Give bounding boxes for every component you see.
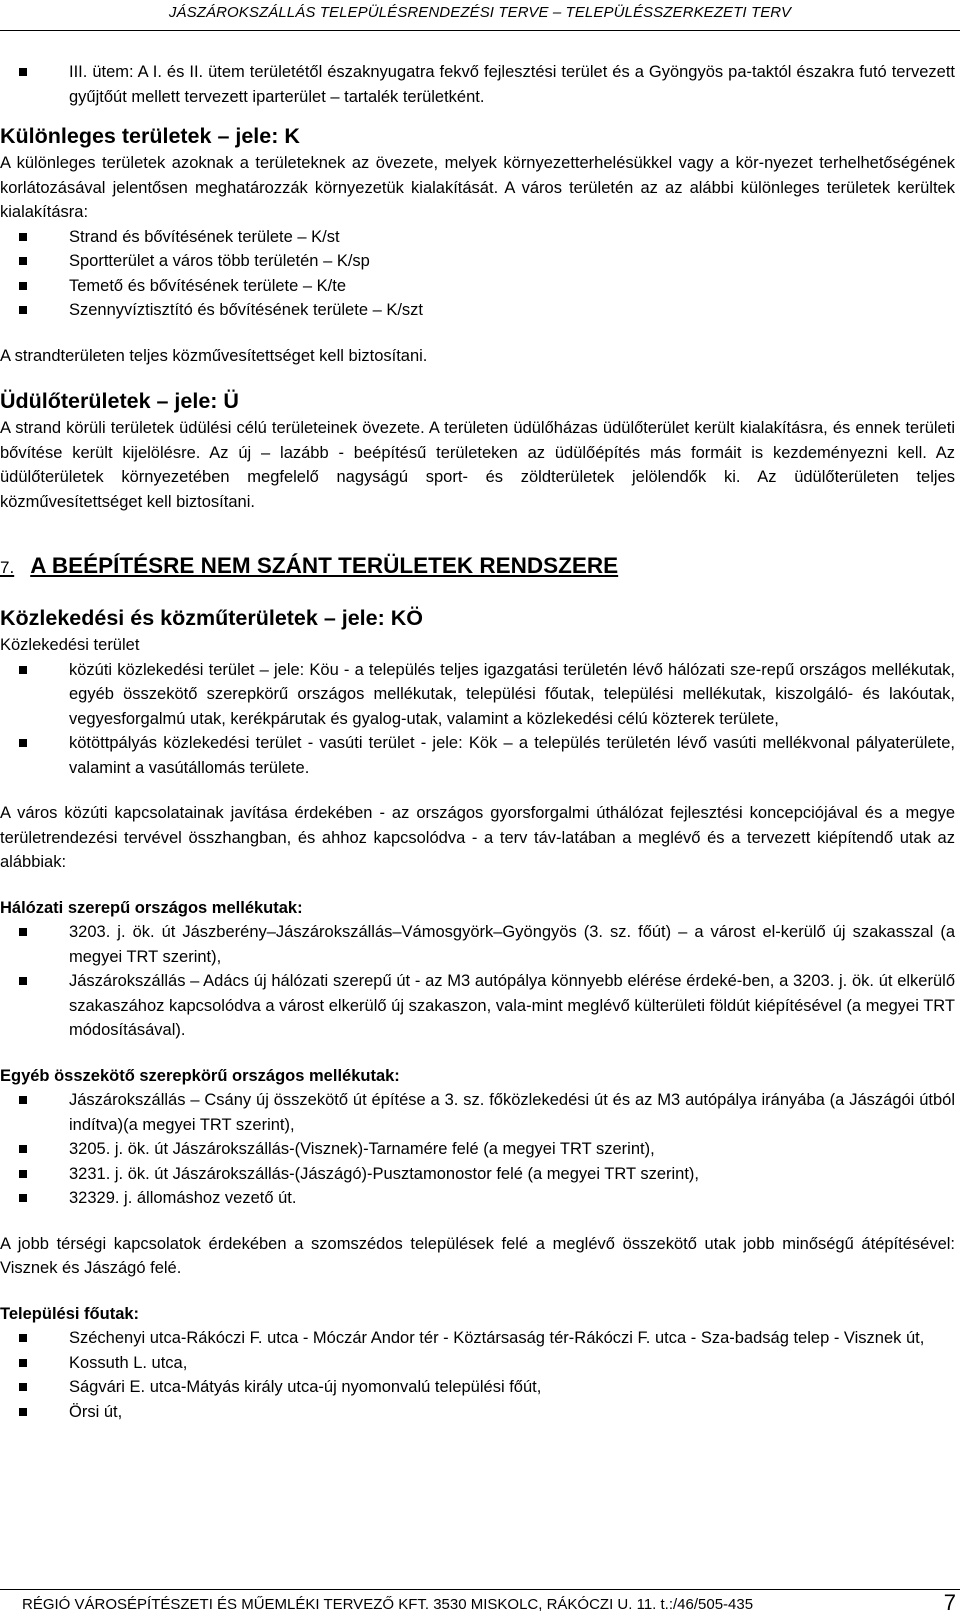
bullet-icon xyxy=(19,1359,27,1367)
list-item: Sportterület a város több területén – K/sp xyxy=(0,249,955,274)
halozati-title: Hálózati szerepű országos mellékutak: xyxy=(0,898,303,917)
list-item: kötöttpályás közlekedési terület - vasúti terület - jele: Kök – a település területén lévő vasúti mellékvonal pályaterülete, valamint a vasútállomás területe. xyxy=(0,731,955,780)
bullet-icon xyxy=(19,68,27,76)
bullet-icon xyxy=(19,282,27,290)
header-rule xyxy=(0,30,960,31)
list-item: III. ütem: A I. és II. ütem területétől északnyugatra fekvő fejlesztési terület és a Gyöngyös pa-taktól északra futó tervezett gyűjtőút mellett tervezett iparterület – tartalék területként. xyxy=(0,60,955,109)
document-body xyxy=(0,60,955,1424)
bullet-icon xyxy=(19,977,27,985)
fout-title: Települési főutak: xyxy=(0,1304,140,1323)
section-title-kozlekedesi: Közlekedési és közműterületek – jele: KÖ xyxy=(0,606,423,630)
egyeb-title: Egyéb összekötő szerepkörű országos mellékutak: xyxy=(0,1066,400,1085)
list-item: Temető és bővítésének területe – K/te xyxy=(0,274,955,299)
section-title-kulonleges: Különleges területek – jele: K xyxy=(0,124,300,148)
page-header: JÁSZÁROKSZÁLLÁS TELEPÜLÉSRENDEZÉSI TERVE – TELEPÜLÉSSZERKEZETI TERV xyxy=(168,4,792,21)
page-number: 7 xyxy=(943,1590,956,1615)
kozlekedesi-list xyxy=(0,658,955,781)
list-item: 3205. j. ök. út Jászárokszállás-(Visznek)-Tarnamére felé (a megyei TRT szerint), xyxy=(0,1137,955,1162)
list-item: Strand és bővítésének területe – K/st xyxy=(0,225,955,250)
bullet-icon xyxy=(19,306,27,314)
list-item: Széchenyi utca-Rákóczi F. utca - Móczár Andor tér - Köztársaság tér-Rákóczi F. utca - Sza-badság telep - Visznek út, xyxy=(0,1326,955,1351)
bullet-icon xyxy=(19,928,27,936)
list-item: 3203. j. ök. út Jászberény–Jászárokszállás–Vámosgyörk–Gyöngyös (3. sz. főút) – a várost el-kerülő új szakasszal (a megyei TRT szerint), xyxy=(0,920,955,969)
section-title-udulo: Üdülőterületek – jele: Ü xyxy=(0,389,239,413)
bullet-icon xyxy=(19,1334,27,1342)
list-item: közúti közlekedési terület – jele: Köu - a település teljes igazgatási területén lévő hálózati sze-repű országos mellékutak, egyéb összekötő szerepkörű országos mellékutak, települési főutak, települési mellékutak, kiszolgáló- és lakóutak, vegyesforgalmú utak, kerékpárutak és gyalog-utak, valamint a közlekedési célú közterek területe, xyxy=(0,658,955,732)
egyeb-list xyxy=(0,1088,955,1211)
kozlekedesi-paragraph: A város közúti kapcsolatainak javítása érdekében - az országos gyorsforgalmi úthálózat fejlesztési koncepciójával és a megye területrendezési tervével összhangban, és ahhoz kapcsolódva - a terv táv-latában a meglévő és a tervezett kiépítendő utak az alábbiak: xyxy=(0,804,955,871)
list-item: 3231. j. ök. út Jászárokszállás-(Jászágó)-Pusztamonostor felé (a megyei TRT szerint), xyxy=(0,1162,955,1187)
egyeb-paragraph: A jobb térségi kapcsolatok érdekében a szomszédos települések felé a meglévő összekötő utak jobb minőségű átépítésével: Visznek és Jászágó felé. xyxy=(0,1234,955,1277)
list-item: Ságvári E. utca-Mátyás király utca-új nyomonvalú települési főút, xyxy=(0,1375,955,1400)
udulo-paragraph: A strand körüli területek üdülési célú területeinek övezete. A területen üdülőházas üdülőterület került kialakításra, és ennek területi bővítése került kijelölésre. Az új – lazább - beépítésű területeken az üdülőépítés más formáit is kezdeményezni kell. Az üdülőterületek környezetében megfelelő nagyságú sport- és zöldterületek jelölendők ki. Az üdülőterületen teljes közművesítettséget kell biztosítani. xyxy=(0,419,955,511)
chapter-number: 7. xyxy=(0,558,15,577)
list-item: Kossuth L. utca, xyxy=(0,1351,955,1376)
bullet-icon xyxy=(19,739,27,747)
footer-rule xyxy=(0,1589,960,1590)
halozati-list xyxy=(0,920,955,1043)
bullet-icon xyxy=(19,257,27,265)
bullet-icon xyxy=(19,1408,27,1416)
bullet-icon xyxy=(19,233,27,241)
kulonleges-paragraph: A különleges területek azoknak a területeknek az övezete, melyek környezetterhelésükkel vagy a kör-nyezet terhelhetőségének korlátozásával jelentősen meghatározzák környezetük kialakítását. A város területén az az alábbi különleges területek kerültek kialakításra: xyxy=(0,154,955,221)
bullet-icon xyxy=(19,1170,27,1178)
bullet-icon xyxy=(19,1096,27,1104)
list-item: 32329. j. állomáshoz vezető út. xyxy=(0,1186,955,1211)
list-item: Szennyvíztisztító és bővítésének területe – K/szt xyxy=(0,298,955,323)
chapter-title: 7. A BEÉPÍTÉSRE NEM SZÁNT TERÜLETEK RENDSZERE xyxy=(0,553,619,578)
bullet-icon xyxy=(19,1383,27,1391)
list-item: Örsi út, xyxy=(0,1400,955,1425)
list-item: Jászárokszállás – Adács új hálózati szerepű út - az M3 autópálya könnyebb elérése érdeké-ben, a 3203. j. ök. út elkerülő szakaszához kapcsolódva a várost elkerülő új szakaszon, vala-mint meglévő külterületi földút kiépítésével (a megyei TRT módosításával). xyxy=(0,969,955,1043)
bullet-icon xyxy=(19,1145,27,1153)
bullet-icon xyxy=(19,666,27,674)
list-item: Jászárokszállás – Csány új összekötő út építése a 3. sz. főközlekedési út és az M3 autópálya irányába (a Jászágói útból indítva)(a megyei TRT szerint), xyxy=(0,1088,955,1137)
kulonleges-note: A strandterületen teljes közművesítettséget kell biztosítani. xyxy=(0,346,428,365)
kozlekedesi-subtitle: Közlekedési terület xyxy=(0,636,140,654)
intro-list xyxy=(0,60,955,109)
fout-list xyxy=(0,1326,955,1424)
bullet-icon xyxy=(19,1194,27,1202)
kulonleges-list xyxy=(0,225,955,323)
footer-text: RÉGIÓ VÁROSÉPÍTÉSZETI ÉS MŰEMLÉKI TERVEZŐ KFT. 3530 MISKOLC, RÁKÓCZI U. 11. t.:/46/505-435 xyxy=(22,1596,754,1613)
